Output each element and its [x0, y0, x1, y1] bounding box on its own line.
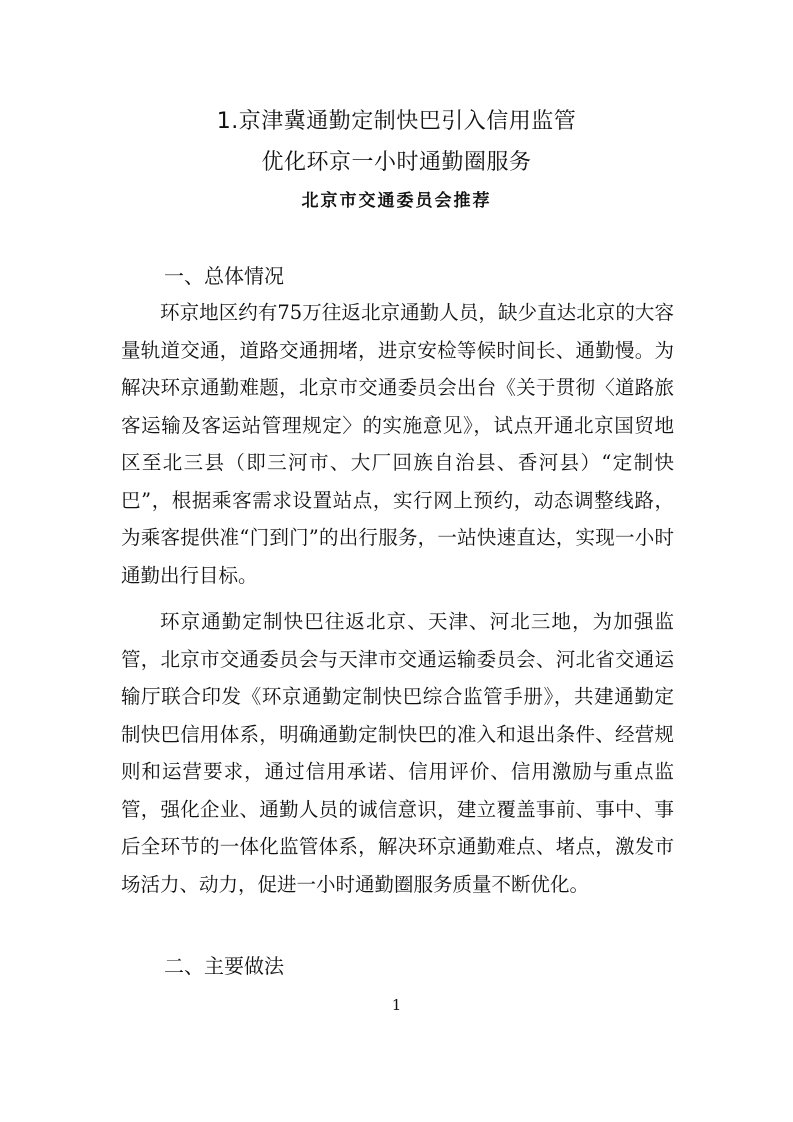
document-title-line-2: 优化环京一小时通勤圈服务	[261, 150, 532, 175]
paragraph-overview: 环京地区约有75万往返北京通勤人员，缺少直达北京的大容量轨道交通，道路交通拥堵，进京安检等候时间长、通勤慢。为解决环京通勤难题，北京市交通委员会出台《关于贯彻〈道路旅客运输及客运站管理规定〉的实施意见》，试点开通北京国贸地区至北三县（即三河市、大厂回族自治县、香河县）“定制快巴”，根据乘客需求设置站点，实行网上预约，动态调整线路，为乘客提供准“门到门”的出行服务，一站快速直达，实现一小时通勤出行目标。	[121, 301, 674, 587]
page-number: 1	[391, 996, 402, 1014]
section-heading-overview: 一、总体情况	[164, 264, 284, 288]
document-title-line-1: 1.京津冀通勤定制快巴引入信用监管	[216, 109, 577, 134]
section-heading-main-practices: 二、主要做法	[164, 954, 284, 978]
recommender-line: 北京市交通委员会推荐	[301, 191, 492, 211]
paragraph-supervision: 环京通勤定制快巴往返北京、天津、河北三地，为加强监管，北京市交通委员会与天津市交通运输委员会、河北省交通运输厅联合印发《环京通勤定制快巴综合监管手册》，共建通勤定制快巴信用体系，明确通勤定制快巴的准入和退出条件、经营规则和运营要求，通过信用承诺、信用评价、信用激励与重点监管，强化企业、通勤人员的诚信意识，建立覆盖事前、事中、事后全环节的一体化监管体系，解决环京通勤难点、堵点，激发市场活力、动力，促进一小时通勤圈服务质量不断优化。	[121, 610, 674, 896]
